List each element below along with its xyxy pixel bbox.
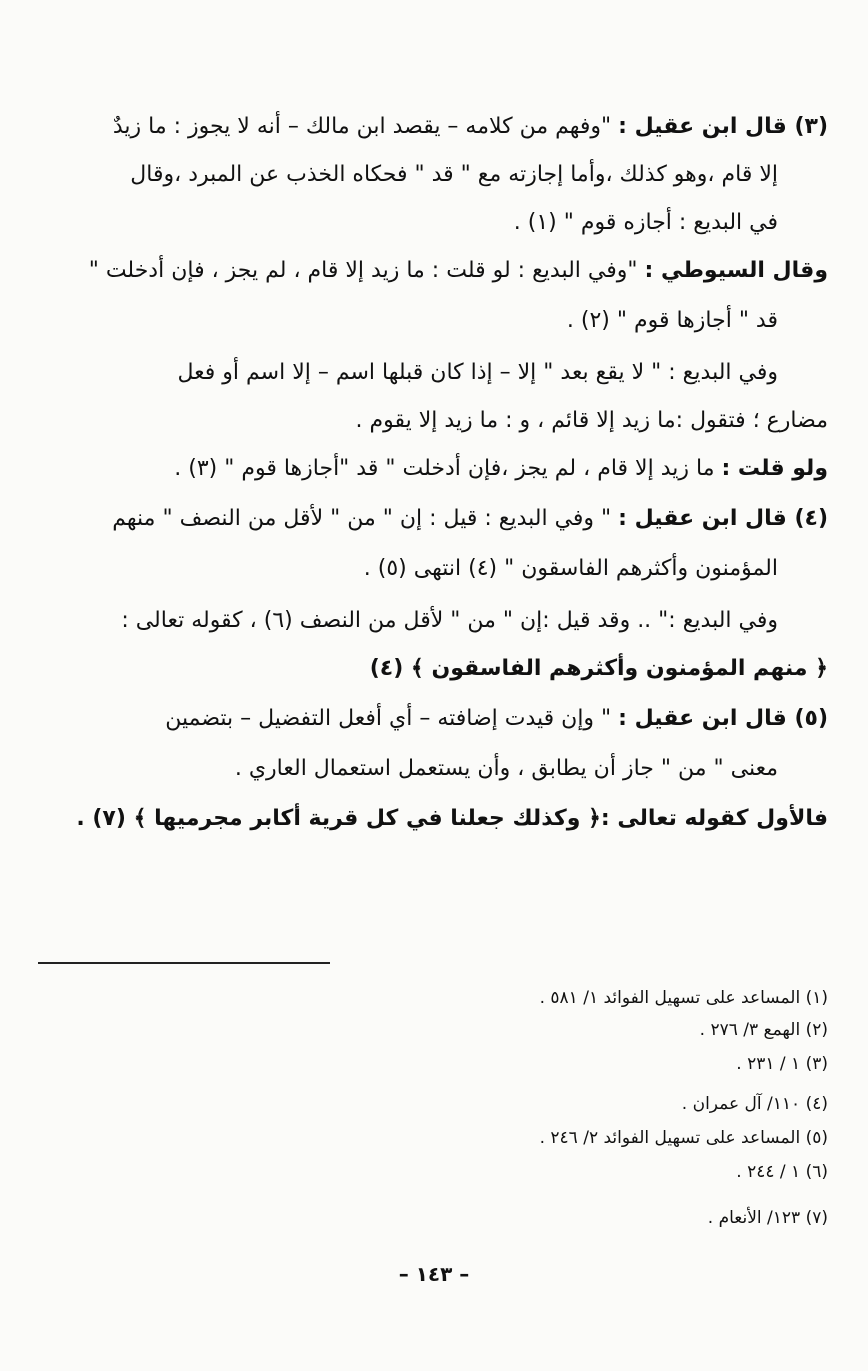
text-line — [40, 504, 828, 534]
line-text: المؤمنون وأكثرهم الفاسقون " (٤) انتهى (٥) . — [363, 556, 778, 581]
footnote: (١) المساعد على تسهيل الفوائد ١/ ٥٨١ . — [539, 988, 828, 1008]
text-line — [40, 256, 828, 286]
line-text: ﴿ منهم المؤمنون وأكثرهم الفاسقون ﴾ (٤) — [369, 656, 828, 681]
footnote-divider — [38, 962, 330, 964]
text-line — [40, 554, 778, 584]
text-line — [40, 358, 778, 388]
text-line — [40, 704, 828, 734]
text-line — [40, 454, 828, 484]
line-text: وفي البديع : " لا يقع بعد " إلا – إذا كان قبلها اسم – إلا اسم أو فعل — [177, 360, 778, 385]
line-lead: ولو قلت : — [721, 456, 828, 481]
page-number: – ١٤٣ – — [398, 1262, 470, 1286]
line-text: "وفي البديع : لو قلت : ما زيد إلا قام ، لم يجز ، فإن أدخلت " — [88, 258, 645, 283]
text-line — [40, 606, 778, 636]
line-text: مضارع ؛ فتقول :ما زيد إلا قائم ، و : ما زيد إلا يقوم . — [355, 408, 828, 433]
line-lead: (٥) قال ابن عقيل : — [618, 706, 828, 731]
footnote: (٧) ١٢٣/ الأنعام . — [707, 1208, 828, 1228]
text-line — [40, 754, 778, 784]
line-text: " وفي البديع : قيل : إن " من " لأقل من النصف " منهم — [112, 506, 619, 531]
footnote: (٢) الهمع ٣/ ٢٧٦ . — [699, 1020, 828, 1040]
line-lead: (٣) قال ابن عقيل : — [618, 114, 828, 139]
text-line — [40, 406, 828, 436]
footnote: (٦) ١ / ٢٤٤ . — [736, 1162, 828, 1182]
line-text: وفي البديع :" .. وقد قيل :إن " من " لأقل من النصف (٦) ، كقوله تعالى : — [121, 608, 778, 633]
text-line — [40, 804, 828, 834]
footnote: (٣) ١ / ٢٣١ . — [736, 1054, 828, 1074]
text-line — [40, 208, 778, 238]
text-line — [40, 112, 828, 142]
footnote: (٥) المساعد على تسهيل الفوائد ٢/ ٢٤٦ . — [539, 1128, 828, 1148]
line-text: إلا قام ،وهو كذلك ،وأما إجازته مع " قد " فحكاه الخذب عن المبرد ،وقال — [130, 162, 778, 187]
text-line — [40, 306, 778, 336]
line-text: "وفهم من كلامه – يقصد ابن مالك – أنه لا يجوز : ما زيدٌ — [112, 114, 619, 139]
text-line — [40, 654, 828, 684]
line-text: فالأول كقوله تعالى :﴿ وكذلك جعلنا في كل قرية أكابر مجرميها ﴾ (٧) . — [76, 806, 828, 831]
line-text: ما زيد إلا قام ، لم يجز ،فإن أدخلت " قد "أجازها قوم " (٣) . — [174, 456, 722, 481]
line-lead: (٤) قال ابن عقيل : — [618, 506, 828, 531]
line-text: معنى " من " جاز أن يطابق ، وأن يستعمل استعمال العاري . — [234, 756, 778, 781]
line-text: في البديع : أجازه قوم " (١) . — [513, 210, 778, 235]
line-lead: وقال السيوطي : — [644, 258, 828, 283]
text-line — [40, 160, 778, 190]
footnote: (٤) ١١٠/ آل عمران . — [681, 1094, 828, 1114]
line-text: قد " أجازها قوم " (٢) . — [566, 308, 778, 333]
line-text: " وإن قيدت إضافته – أي أفعل التفضيل – بتضمين — [165, 706, 619, 731]
